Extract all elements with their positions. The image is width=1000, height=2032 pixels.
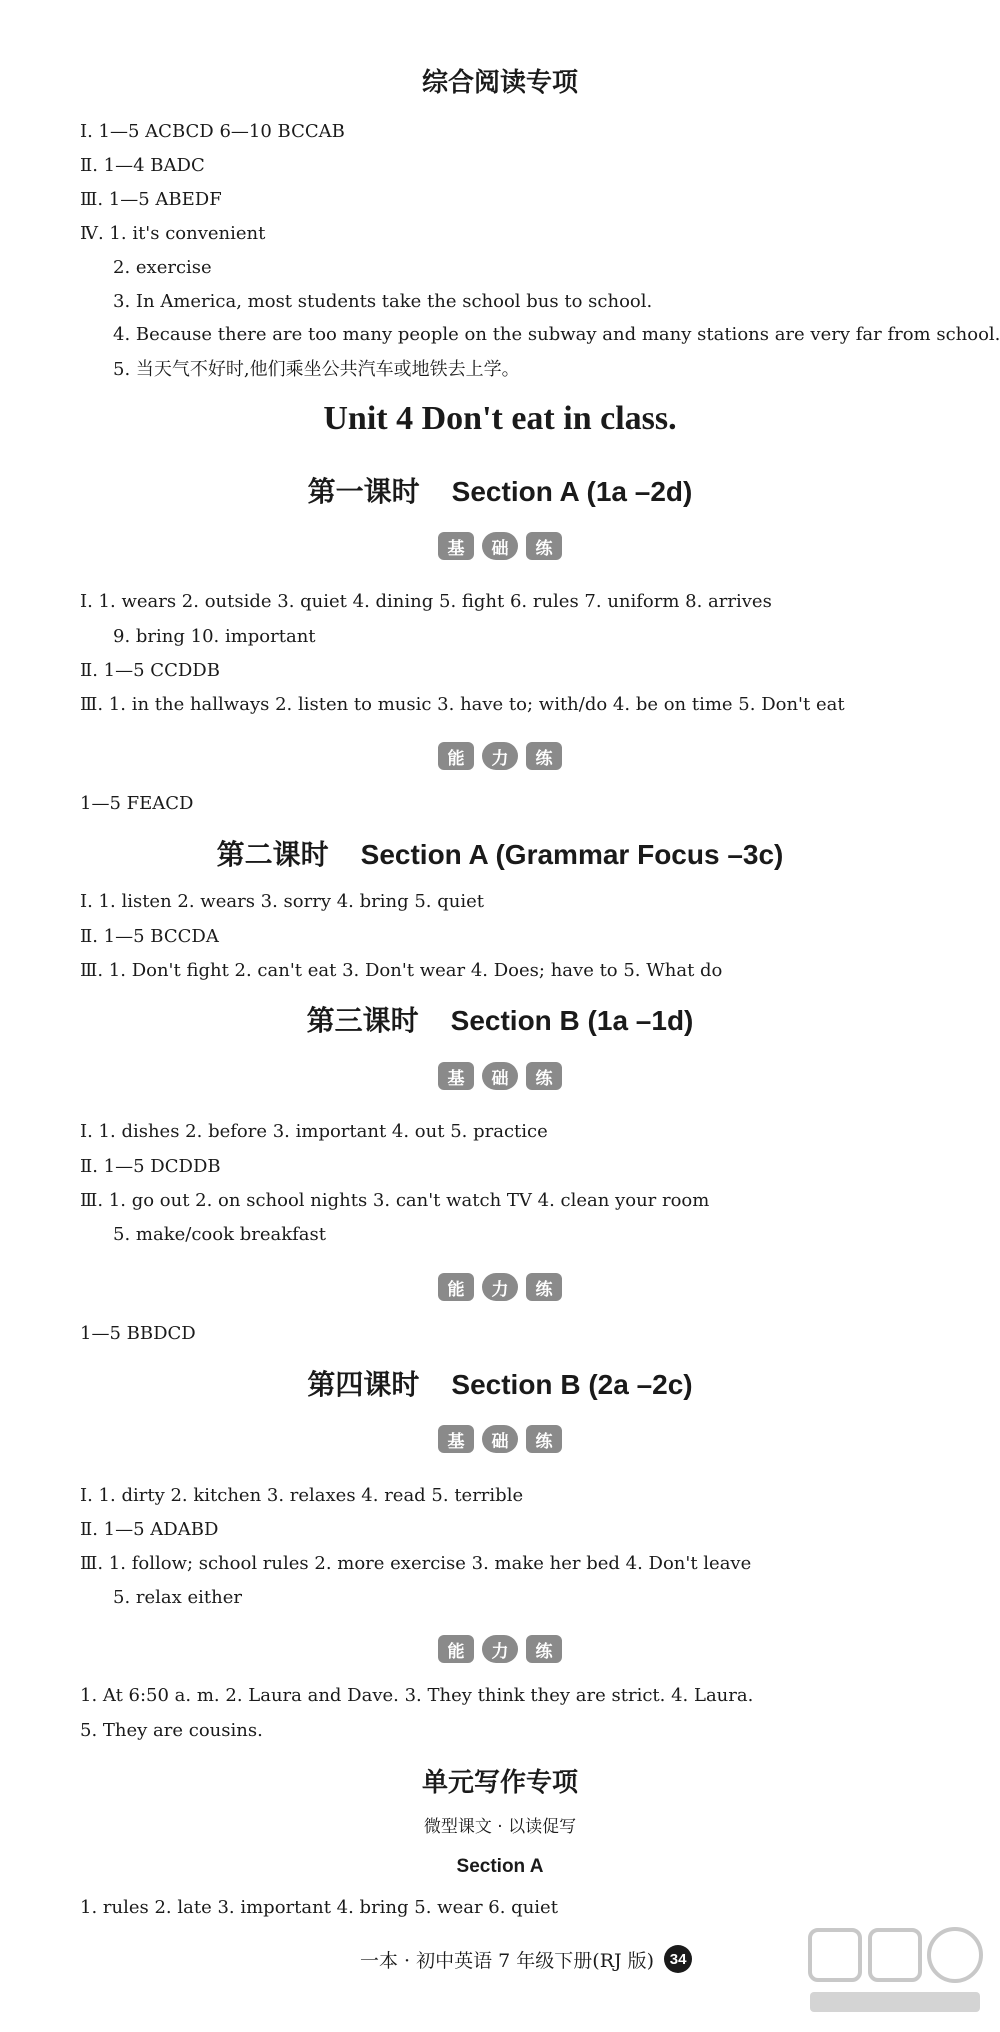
writing-title: 单元写作专项	[421, 1768, 578, 1798]
badge-char: 能	[438, 742, 474, 770]
ability-practice-badge	[0, 1635, 1000, 1663]
ability-practice-badge	[0, 1273, 1000, 1301]
page-number: 34	[664, 1945, 692, 1973]
answer-line: 1. At 6:50 a. m. 2. Laura and Dave. 3. They think they are strict. 4. Laura.	[80, 1685, 754, 1706]
answer-line: Ⅰ. 1—5 ACBCD 6—10 BCCAB	[80, 121, 345, 142]
badge-char: 练	[526, 1273, 562, 1301]
badge-char: 础	[482, 1425, 518, 1453]
reading-title: 综合阅读专项	[421, 68, 578, 98]
lesson-1-cn: 第一课时	[307, 475, 420, 508]
lesson-2-title	[0, 833, 1000, 873]
badge-char: 基	[438, 1425, 474, 1453]
badge-char: 基	[438, 1062, 474, 1090]
badge-char: 力	[482, 1273, 518, 1301]
unit-title: Unit 4 Don't eat in class.	[323, 400, 677, 437]
lesson-4-title	[0, 1363, 1000, 1403]
answer-line: Ⅰ. 1. wears 2. outside 3. quiet 4. dining 5. fight 6. rules 7. uniform 8. arrives	[80, 591, 772, 612]
lesson-4-en: Section B (2a –2c)	[451, 1369, 693, 1400]
answer-line: Ⅲ. 1. Don't fight 2. can't eat 3. Don't wear 4. Does; have to 5. What do	[80, 960, 723, 981]
lesson-1-en: Section A (1a –2d)	[451, 476, 693, 507]
badge-char: 练	[526, 532, 562, 560]
answer-line: Ⅰ. 1. dishes 2. before 3. important 4. out 5. practice	[80, 1121, 548, 1142]
basic-practice-badge	[0, 532, 1000, 560]
answer-line: 3. In America, most students take the school bus to school.	[113, 291, 653, 312]
writing-subtitle: 微型课文 · 以读促写	[423, 1817, 577, 1837]
ability-practice-badge	[0, 742, 1000, 770]
answer-line: 9. bring 10. important	[113, 626, 316, 647]
badge-char: 能	[438, 1273, 474, 1301]
badge-char: 基	[438, 532, 474, 560]
basic-practice-badge	[0, 1425, 1000, 1453]
badge-char: 力	[482, 742, 518, 770]
lesson-3-cn: 第三课时	[306, 1004, 419, 1037]
badge-char: 练	[526, 742, 562, 770]
answer-line: 5. 当天气不好时,他们乘坐公共汽车或地铁去上学。	[113, 359, 520, 380]
answer-line: 1. rules 2. late 3. important 4. bring 5. wear 6. quiet	[80, 1897, 558, 1918]
answer-line: Ⅱ. 1—5 CCDDB	[80, 660, 220, 681]
answer-line: Ⅰ. 1. listen 2. wears 3. sorry 4. bring 5. quiet	[80, 891, 484, 912]
lesson-4-cn: 第四课时	[307, 1368, 420, 1401]
lesson-2-cn: 第二课时	[216, 838, 329, 871]
answer-line: Ⅲ. 1. follow; school rules 2. more exercise 3. make her bed 4. Don't leave	[80, 1553, 752, 1574]
answer-line: Ⅲ. 1. in the hallways 2. listen to music 3. have to; with/do 4. be on time 5. Don't eat	[80, 694, 845, 715]
answer-line: 5. make/cook breakfast	[113, 1224, 326, 1245]
answer-line: 4. Because there are too many people on the subway and many stations are very far from school.	[113, 324, 1000, 345]
lesson-1-title	[0, 470, 1000, 510]
badge-char: 力	[482, 1635, 518, 1663]
answer-line: 1—5 FEACD	[80, 793, 194, 814]
answer-line: Ⅰ. 1. dirty 2. kitchen 3. relaxes 4. read 5. terrible	[80, 1485, 524, 1506]
answer-line: 1—5 BBDCD	[80, 1323, 196, 1344]
badge-char: 练	[526, 1425, 562, 1453]
answer-line: Ⅲ. 1. go out 2. on school nights 3. can't watch TV 4. clean your room	[80, 1190, 710, 1211]
answer-line: Ⅳ. 1. it's convenient	[80, 223, 266, 244]
answer-line: 5. relax either	[113, 1587, 243, 1608]
footer-book-title: 一本 · 初中英语 7 年级下册(RJ 版)	[360, 1949, 655, 1972]
watermark-logo-icon	[800, 1920, 990, 2020]
answer-line: Ⅱ. 1—5 ADABD	[80, 1519, 219, 1540]
answer-line: 5. They are cousins.	[80, 1720, 263, 1741]
answer-line: Ⅲ. 1—5 ABEDF	[80, 189, 222, 210]
lesson-3-en: Section B (1a –1d)	[450, 1005, 694, 1036]
lesson-3-title	[0, 999, 1000, 1039]
badge-char: 础	[482, 532, 518, 560]
answer-line: Ⅱ. 1—5 DCDDB	[80, 1156, 221, 1177]
answer-line: Ⅱ. 1—5 BCCDA	[80, 926, 219, 947]
badge-char: 练	[526, 1062, 562, 1090]
lesson-2-en: Section A (Grammar Focus –3c)	[360, 839, 784, 870]
answer-line: 2. exercise	[113, 257, 212, 278]
answer-line: Ⅱ. 1—4 BADC	[80, 155, 205, 176]
page-footer	[360, 1945, 692, 1973]
badge-char: 础	[482, 1062, 518, 1090]
basic-practice-badge	[0, 1062, 1000, 1090]
writing-section: Section A	[456, 1856, 544, 1877]
badge-char: 练	[526, 1635, 562, 1663]
badge-char: 能	[438, 1635, 474, 1663]
